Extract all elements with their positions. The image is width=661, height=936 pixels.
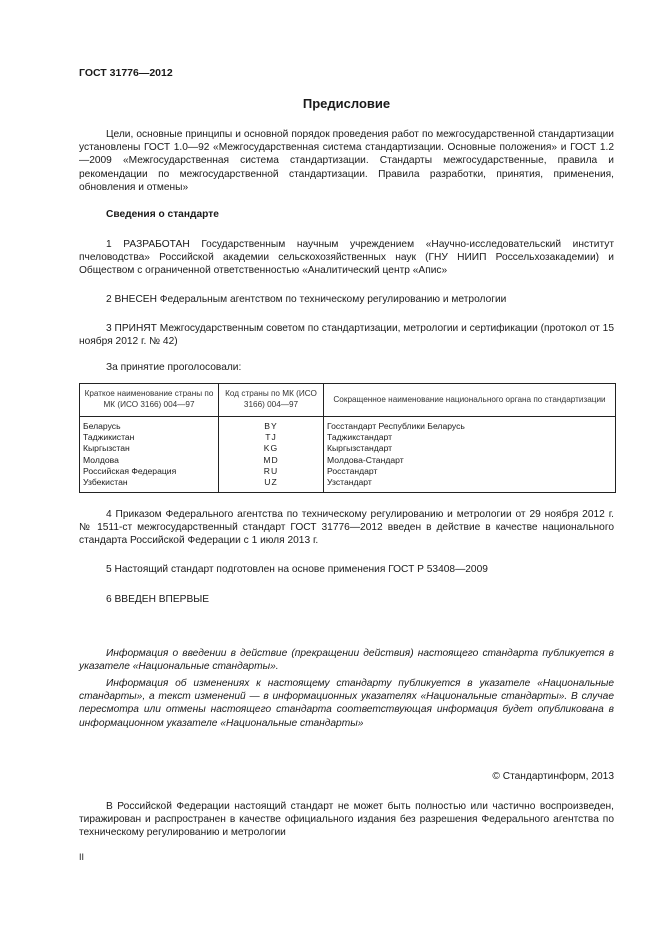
agency-cell: Узстандарт xyxy=(324,477,616,493)
document-id-header: ГОСТ 31776—2012 xyxy=(79,67,173,79)
copyright-line: © Стандартинформ, 2013 xyxy=(492,771,614,782)
agency-cell: Госстандарт Республики Беларусь xyxy=(324,417,616,433)
agency-cell: Росстандарт xyxy=(324,466,616,477)
voted-label: За принятие проголосовали: xyxy=(106,362,242,373)
country-cell: Молдова xyxy=(80,455,219,466)
col-header-agency: Сокращенное наименование национального органа по стандартизации xyxy=(324,384,616,417)
legal-notice: В Российской Федерации настоящий стандарт не может быть полностью или частично воспроизведен, тиражирован и распространен в качестве официального издания без разрешения Федерального агентства по техническому регулированию и метрологии xyxy=(79,801,614,839)
intro-paragraph: Цели, основные принципы и основной порядок проведения работ по межгосударственной стандартизации установлены ГОСТ 1.0—92 «Межгосударственная система стандартизации. Основные положения» и ГОСТ 1.2—2009 «Межгосударственная система стандартизации. Стандарты межгосударственные, правила и рекомендации по межгосударственной стандартизации. Правила разработки, принятия, применения, обновления и отмены» xyxy=(79,129,614,193)
country-cell: Российская Федерация xyxy=(80,466,219,477)
agency-cell: Кыргызстандарт xyxy=(324,443,616,454)
table-row xyxy=(80,443,616,454)
code-cell: KG xyxy=(219,443,324,454)
table-header-row xyxy=(80,384,616,417)
countries-table xyxy=(79,383,616,493)
agency-cell: Молдова-Стандарт xyxy=(324,455,616,466)
country-cell: Беларусь xyxy=(80,417,219,433)
notice-changes: Информация об изменениях к настоящему стандарту публикуется в указателе «Национальные стандарты», а текст изменений — в информационных указателях «Национальные стандарты». В случае пересмотра или отмены настоящего стандарта соответствующая информация будет опубликована в информационном указателе «Национальные стандарты» xyxy=(79,678,614,729)
notice-introduction: Информация о введении в действие (прекращении действия) настоящего стандарта публикуется в указателе «Национальные стандарты». xyxy=(79,648,614,673)
code-cell: MD xyxy=(219,455,324,466)
code-cell: TJ xyxy=(219,432,324,443)
country-cell: Таджикистан xyxy=(80,432,219,443)
code-cell: BY xyxy=(219,417,324,433)
country-cell: Узбекистан xyxy=(80,477,219,493)
country-cell: Кыргызстан xyxy=(80,443,219,454)
table-row xyxy=(80,466,616,477)
table-row xyxy=(80,432,616,443)
item-6-paragraph: 6 ВВЕДЕН ВПЕРВЫЕ xyxy=(106,594,210,605)
info-heading: Сведения о стандарте xyxy=(106,209,219,220)
table-row xyxy=(80,417,616,433)
code-cell: RU xyxy=(219,466,324,477)
code-cell: UZ xyxy=(219,477,324,493)
item-5-paragraph: 5 Настоящий стандарт подготовлен на основе применения ГОСТ Р 53408—2009 xyxy=(106,564,488,575)
item-1-paragraph: 1 РАЗРАБОТАН Государственным научным учреждением «Научно-исследовательский институт пчеловодства» Российской академии сельскохозяйственных наук (ГНУ НИИП Россельхозакадемии) и Обществом с ограниченной ответственностью «Аналитический центр «Апис» xyxy=(79,239,614,277)
col-header-code: Код страны по МК (ИСО 3166) 004—97 xyxy=(219,384,324,417)
table-row xyxy=(80,455,616,466)
table-row xyxy=(80,477,616,493)
item-3-paragraph: 3 ПРИНЯТ Межгосударственным советом по стандартизации, метрологии и сертификации (протокол от 15 ноября 2012 г. № 42) xyxy=(79,323,614,348)
page-title: Предисловие xyxy=(302,96,391,111)
page-number: II xyxy=(79,852,85,862)
col-header-country: Краткое наименование страны по МК (ИСО 3166) 004—97 xyxy=(80,384,219,417)
item-4-paragraph: 4 Приказом Федерального агентства по техническому регулированию и метрологии от 29 ноября 2012 г. № 1511-ст межгосударственный стандарт ГОСТ 31776—2012 введен в действие в качестве национального стандарта Российской Федерации с 1 июля 2013 г. xyxy=(79,509,614,547)
agency-cell: Таджикстандарт xyxy=(324,432,616,443)
item-2-paragraph: 2 ВНЕСЕН Федеральным агентством по техническому регулированию и метрологии xyxy=(106,294,507,305)
